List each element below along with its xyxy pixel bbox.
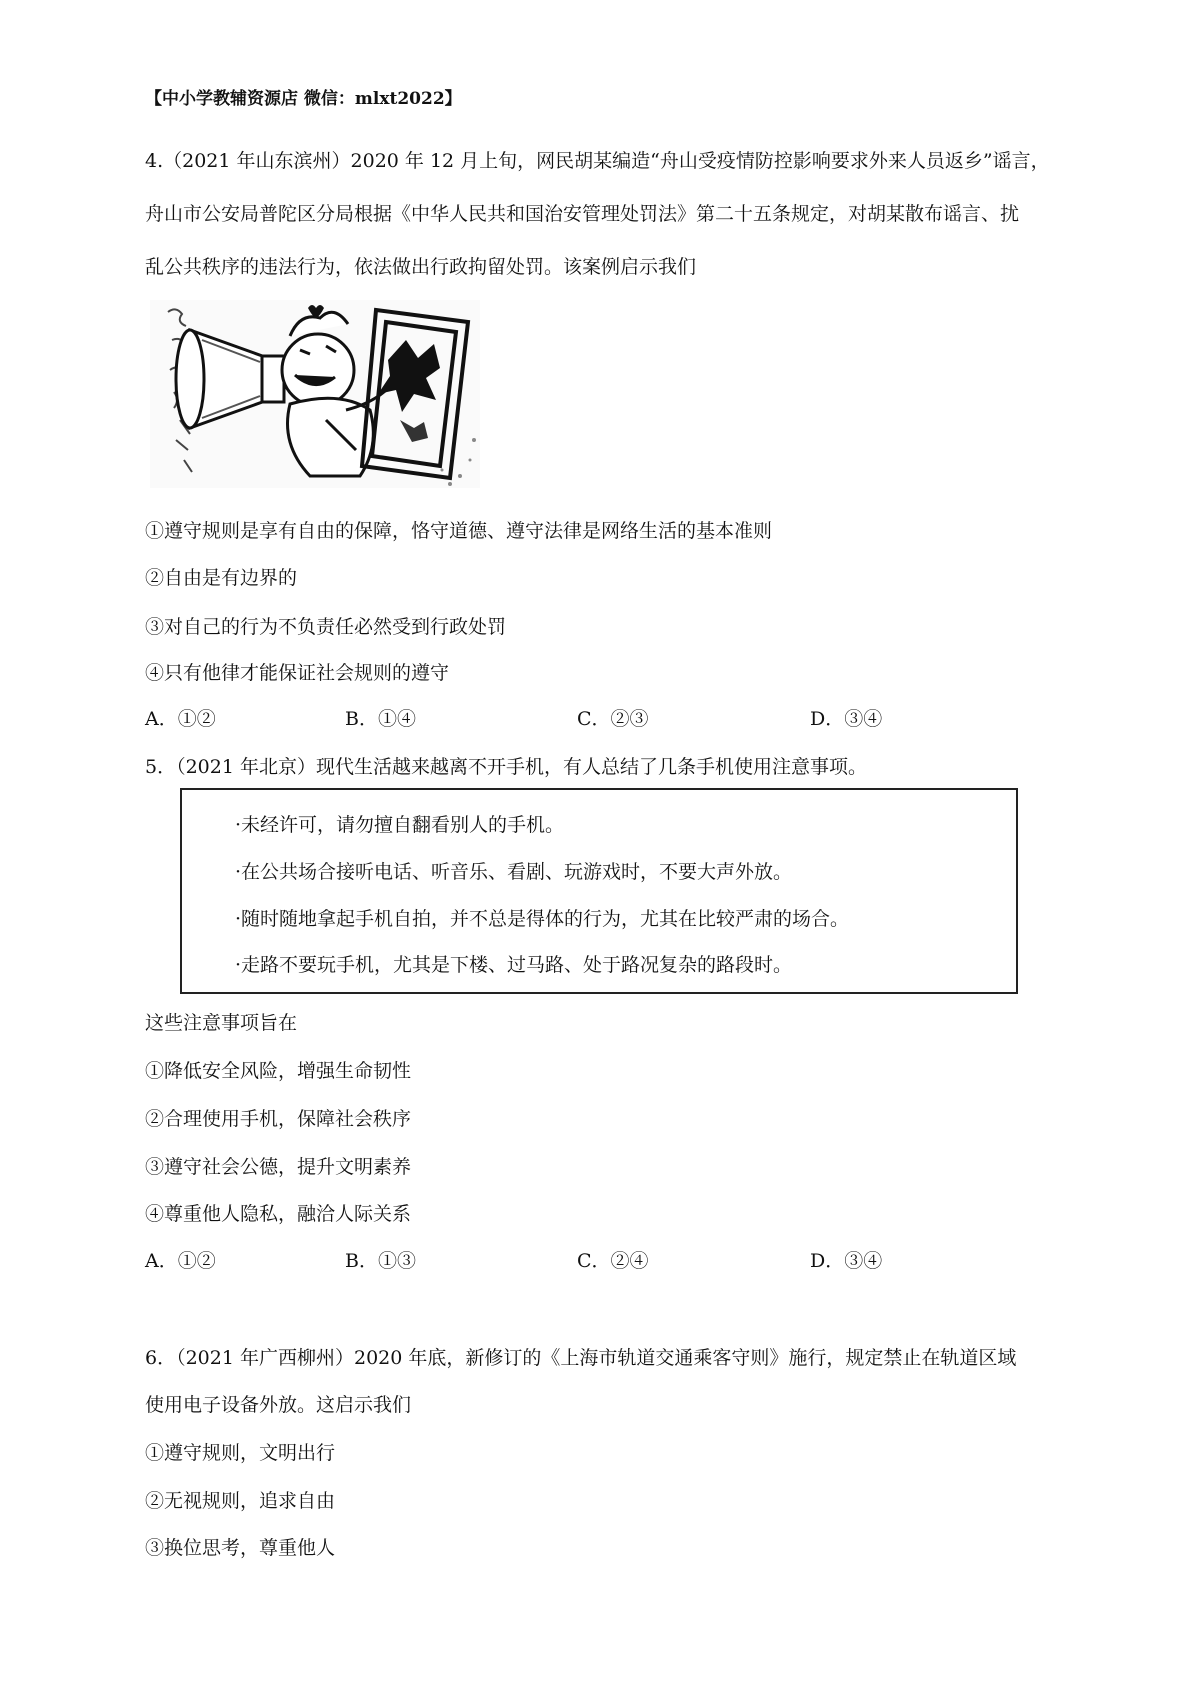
q4-choice-a: A．①②: [145, 708, 216, 730]
q4-stem-line-3: 乱公共秩序的违法行为，依法做出行政拘留处罚。该案例启示我们: [145, 256, 697, 278]
q4-option-4: ④只有他律才能保证社会规则的遵守: [145, 662, 450, 684]
q4-option-3: ③对自己的行为不负责任必然受到行政处罚: [145, 616, 507, 638]
q5-option-3: ③遵守社会公德，提升文明素养: [145, 1156, 412, 1178]
q4-choice-c: C．②③: [577, 708, 649, 730]
q4-stem-line-2: 舟山市公安局普陀区分局根据《中华人民共和国治安管理处罚法》第二十五条规定，对胡某散布谣言、扰: [145, 203, 1020, 225]
q6-stem-line-1: 6．（2021 年广西柳州）2020 年底，新修订的《上海市轨道交通乘客守则》施行，规定禁止在轨道区域: [145, 1347, 1017, 1369]
q4-option-2: ②自由是有边界的: [145, 567, 298, 589]
q5-choice-a: A．①②: [145, 1250, 216, 1272]
megaphone-cartoon-image: [150, 300, 480, 488]
q4-option-1: ①遵守规则是享有自由的保障，恪守道德、遵守法律是网络生活的基本准则: [145, 520, 773, 542]
page-header: 【中小学教辅资源店 微信：mlxt2022】: [145, 89, 462, 109]
q5-option-1: ①降低安全风险，增强生命韧性: [145, 1060, 412, 1082]
q5-tips-box: [180, 788, 1018, 994]
q4-choice-d: D．③④: [810, 708, 883, 730]
q5-option-2: ②合理使用手机，保障社会秩序: [145, 1108, 412, 1130]
q5-stem: 5．（2021 年北京）现代生活越来越离不开手机，有人总结了几条手机使用注意事项。: [145, 756, 867, 778]
q5-tip-3: ·随时随地拿起手机自拍，并不总是得体的行为，尤其在比较严肃的场合。: [235, 908, 850, 930]
q5-choice-d: D．③④: [810, 1250, 883, 1272]
q5-question: 这些注意事项旨在: [145, 1012, 298, 1034]
q4-choice-b: B．①④: [345, 708, 416, 730]
q6-option-3: ③换位思考，尊重他人: [145, 1537, 336, 1559]
q6-option-2: ②无视规则，追求自由: [145, 1490, 336, 1512]
q6-option-1: ①遵守规则，文明出行: [145, 1442, 336, 1464]
q5-tip-2: ·在公共场合接听电话、听音乐、看剧、玩游戏时，不要大声外放。: [235, 861, 793, 883]
q5-choice-b: B．①③: [345, 1250, 416, 1272]
q5-tip-4: ·走路不要玩手机，尤其是下楼、过马路、处于路况复杂的路段时。: [235, 954, 793, 976]
q5-choice-c: C．②④: [577, 1250, 649, 1272]
q6-stem-line-2: 使用电子设备外放。这启示我们: [145, 1394, 412, 1416]
q5-option-4: ④尊重他人隐私，融洽人际关系: [145, 1203, 412, 1225]
q4-stem-line-1: 4.（2021 年山东滨州）2020 年 12 月上旬，网民胡某编造“舟山受疫情防控影响要求外来人员返乡”谣言，: [145, 150, 1050, 172]
q5-tip-1: ·未经许可，请勿擅自翻看别人的手机。: [235, 814, 565, 836]
